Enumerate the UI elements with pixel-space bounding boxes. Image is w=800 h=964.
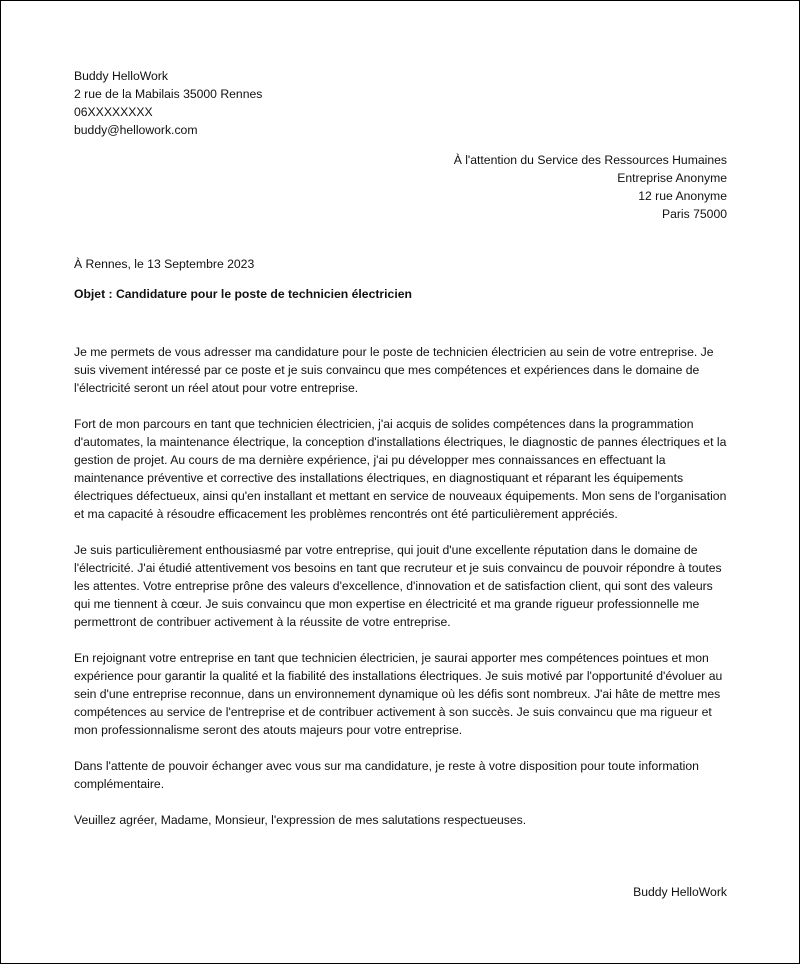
recipient-street: 12 rue Anonyme: [638, 189, 727, 203]
letter-subject: Objet : Candidature pour le poste de technicien électricien: [74, 287, 412, 301]
body-paragraph-motivation: En rejoignant votre entreprise en tant que technicien électricien, je saurai apporter mes compétences pointues et mon expérience pour garantir la qualité et la fiabilité des installations électriques. Je suis motivé par l'opportunité d'évoluer au sein d'une entreprise reconnue, dans un environnement dynamique où les défis sont nombreux. J'ai hâte de mettre mes compétences au service de l'entreprise et de contribuer activement à son succès. Je suis convaincu que ma rigueur et mon professionnalisme seront des atouts majeurs pour votre entreprise.: [74, 651, 723, 737]
recipient-company: Entreprise Anonyme: [617, 171, 727, 185]
letter-date: À Rennes, le 13 Septembre 2023: [74, 257, 255, 271]
sender-phone: 06XXXXXXXX: [74, 105, 153, 119]
letter-body: [74, 343, 730, 847]
body-paragraph-experience: Fort de mon parcours en tant que technicien électricien, j'ai acquis de solides compétences dans la programmation d'automates, la maintenance électrique, la conception d'installations électriques, le diagnostic de pannes électriques et la gestion de projet. Au cours de ma dernière expérience, j'ai pu développer mes connaissances en effectuant la maintenance préventive et corrective des installations électriques, en diagnostiquant et réparant les équipements électriques défectueux, ainsi qu'en installant et mettant en service de nouveaux équipements. Mon sens de l'organisation et ma capacité à résoudre efficacement les problèmes rencontrés ont été particulièrement appréciés.: [74, 417, 727, 521]
recipient-attention: À l'attention du Service des Ressources Humaines: [453, 153, 727, 167]
letter-signature: Buddy HelloWork: [633, 885, 727, 899]
body-paragraph-company: Je suis particulièrement enthousiasmé par votre entreprise, qui jouit d'une excellente réputation dans le domaine de l'électricité. J'ai étudié attentivement vos besoins en tant que recruteur et je suis convaincu de pouvoir répondre à toutes les attentes. Votre entreprise prône des valeurs d'excellence, d'innovation et de satisfaction client, qui sont des valeurs qui me tiennent à cœur. Je suis convaincu que mon expertise en électricité et ma grande rigueur professionnelle me permettront de contribuer activement à la réussite de votre entreprise.: [74, 543, 722, 629]
sender-block: [74, 67, 474, 139]
body-paragraph-intro: Je me permets de vous adresser ma candidature pour le poste de technicien électricien au sein de votre entreprise. Je suis vivement intéressé par ce poste et je suis convaincu que mes compétences et expériences dans le domaine de l'électricité seront un réel atout pour votre entreprise.: [74, 345, 714, 395]
sender-name: Buddy HelloWork: [74, 69, 168, 83]
body-paragraph-availability: Dans l'attente de pouvoir échanger avec vous sur ma candidature, je reste à votre disposition pour toute information complémentaire.: [74, 759, 699, 791]
sender-email: buddy@hellowork.com: [74, 123, 198, 137]
recipient-city: Paris 75000: [661, 207, 727, 221]
recipient-block: [277, 151, 727, 223]
body-paragraph-closing: Veuillez agréer, Madame, Monsieur, l'expression de mes salutations respectueuses.: [74, 813, 527, 827]
sender-address: 2 rue de la Mabilais 35000 Rennes: [74, 87, 263, 101]
